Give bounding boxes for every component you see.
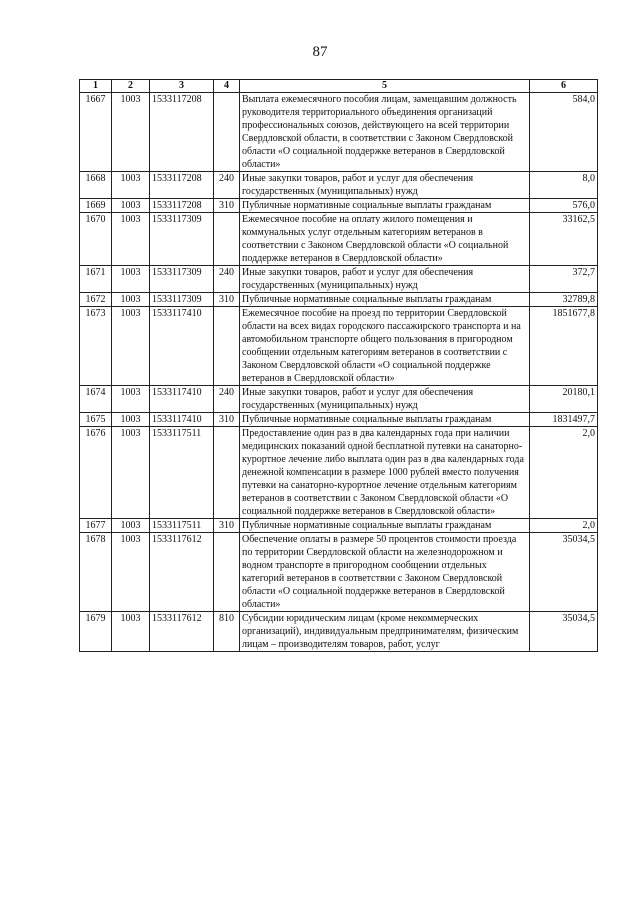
expense-type-code: 240 [214,386,240,413]
expense-type-code: 310 [214,413,240,427]
table-row [80,172,598,199]
table-row [80,199,598,213]
row-number: 1668 [80,172,112,199]
column-header: 1 [80,80,112,93]
row-number: 1669 [80,199,112,213]
item-description: Публичные нормативные социальные выплаты гражданам [240,413,530,427]
row-number: 1673 [80,307,112,386]
table-row [80,413,598,427]
target-article-code: 1533117309 [150,213,214,266]
table-row [80,307,598,386]
amount: 35034,5 [530,533,598,612]
item-description: Иные закупки товаров, работ и услуг для обеспечения государственных (муниципальных) нужд [240,266,530,293]
amount: 35034,5 [530,612,598,652]
column-header: 2 [112,80,150,93]
amount: 372,7 [530,266,598,293]
target-article-code: 1533117410 [150,307,214,386]
expense-type-code: 310 [214,293,240,307]
section-code: 1003 [112,413,150,427]
amount: 1831497,7 [530,413,598,427]
row-number: 1670 [80,213,112,266]
section-code: 1003 [112,427,150,519]
section-code: 1003 [112,386,150,413]
amount: 20180,1 [530,386,598,413]
expense-type-code [214,533,240,612]
row-number: 1667 [80,93,112,172]
item-description: Публичные нормативные социальные выплаты гражданам [240,519,530,533]
row-number: 1675 [80,413,112,427]
row-number: 1672 [80,293,112,307]
target-article-code: 1533117410 [150,386,214,413]
expense-type-code [214,213,240,266]
expense-type-code: 310 [214,199,240,213]
section-code: 1003 [112,93,150,172]
amount: 576,0 [530,199,598,213]
expense-type-code: 810 [214,612,240,652]
section-code: 1003 [112,612,150,652]
row-number: 1671 [80,266,112,293]
section-code: 1003 [112,199,150,213]
expense-type-code [214,93,240,172]
section-code: 1003 [112,266,150,293]
target-article-code: 1533117208 [150,93,214,172]
item-description: Субсидии юридическим лицам (кроме некоммерческих организаций), индивидуальным предпринимателям, физическим лицам – производителям товаров, работ, услуг [240,612,530,652]
section-code: 1003 [112,293,150,307]
table-row [80,612,598,652]
expense-type-code [214,427,240,519]
item-description: Ежемесячное пособие на оплату жилого помещения и коммунальных услуг отдельным категориям ветеранов в соответствии с Законом Свердловской области «О социальной поддержке ветеранов в Свердловской области» [240,213,530,266]
table-row [80,427,598,519]
amount: 584,0 [530,93,598,172]
budget-table [79,79,598,652]
item-description: Предоставление один раз в два календарных года при наличии медицинских показаний одной бесплатной путевки на санаторно-курортное лечение либо выплата один раз в два календарных года денежной компенсации в размере 1000 рублей вместо получения путевки на санаторно-курортное лечение отдельным категориям ветеранов в соответствии с Законом Свердловской области «О социальной поддержке ветеранов в Свердловской области» [240,427,530,519]
item-description: Публичные нормативные социальные выплаты гражданам [240,199,530,213]
target-article-code: 1533117309 [150,266,214,293]
item-description: Иные закупки товаров, работ и услуг для обеспечения государственных (муниципальных) нужд [240,172,530,199]
table-row [80,519,598,533]
amount: 1851677,8 [530,307,598,386]
amount: 32789,8 [530,293,598,307]
target-article-code: 1533117208 [150,199,214,213]
column-header: 3 [150,80,214,93]
target-article-code: 1533117612 [150,612,214,652]
header-row [80,80,598,93]
section-code: 1003 [112,213,150,266]
target-article-code: 1533117612 [150,533,214,612]
row-number: 1677 [80,519,112,533]
row-number: 1679 [80,612,112,652]
table-row [80,213,598,266]
amount: 2,0 [530,519,598,533]
column-header: 4 [214,80,240,93]
page-number: 87 [312,44,328,60]
row-number: 1678 [80,533,112,612]
item-description: Ежемесячное пособие на проезд по территории Свердловской области на всех видах городского пассажирского транспорта и на автомобильном транспорте общего пользования в пригородном сообщении отдельным категориям ветеранов в соответствии с Законом Свердловской области «О социальной поддержке ветеранов в Свердловской области» [240,307,530,386]
target-article-code: 1533117511 [150,519,214,533]
expense-type-code: 240 [214,266,240,293]
amount: 33162,5 [530,213,598,266]
section-code: 1003 [112,172,150,199]
target-article-code: 1533117309 [150,293,214,307]
section-code: 1003 [112,519,150,533]
item-description: Обеспечение оплаты в размере 50 процентов стоимости проезда по территории Свердловской области на железнодорожном и водном транспорте в пригородном сообщении отдельных категорий ветеранов в соответствии с Законом Свердловской области «О социальной поддержке ветеранов в Свердловской области» [240,533,530,612]
item-description: Выплата ежемесячного пособия лицам, замещавшим должность руководителя территориального объединения организаций профессиональных союзов, действующего на всей территории Свердловской области, в соответствии с Законом Свердловской области «О социальной поддержке ветеранов в Свердловской области» [240,93,530,172]
amount: 8,0 [530,172,598,199]
expense-type-code: 310 [214,519,240,533]
table-row [80,293,598,307]
item-description: Иные закупки товаров, работ и услуг для обеспечения государственных (муниципальных) нужд [240,386,530,413]
target-article-code: 1533117511 [150,427,214,519]
expense-type-code [214,307,240,386]
column-header: 5 [240,80,530,93]
column-header: 6 [530,80,598,93]
section-code: 1003 [112,533,150,612]
expense-type-code: 240 [214,172,240,199]
amount: 2,0 [530,427,598,519]
table-row [80,533,598,612]
table-row [80,386,598,413]
item-description: Публичные нормативные социальные выплаты гражданам [240,293,530,307]
table-row [80,266,598,293]
target-article-code: 1533117410 [150,413,214,427]
target-article-code: 1533117208 [150,172,214,199]
table-row [80,93,598,172]
section-code: 1003 [112,307,150,386]
row-number: 1676 [80,427,112,519]
row-number: 1674 [80,386,112,413]
